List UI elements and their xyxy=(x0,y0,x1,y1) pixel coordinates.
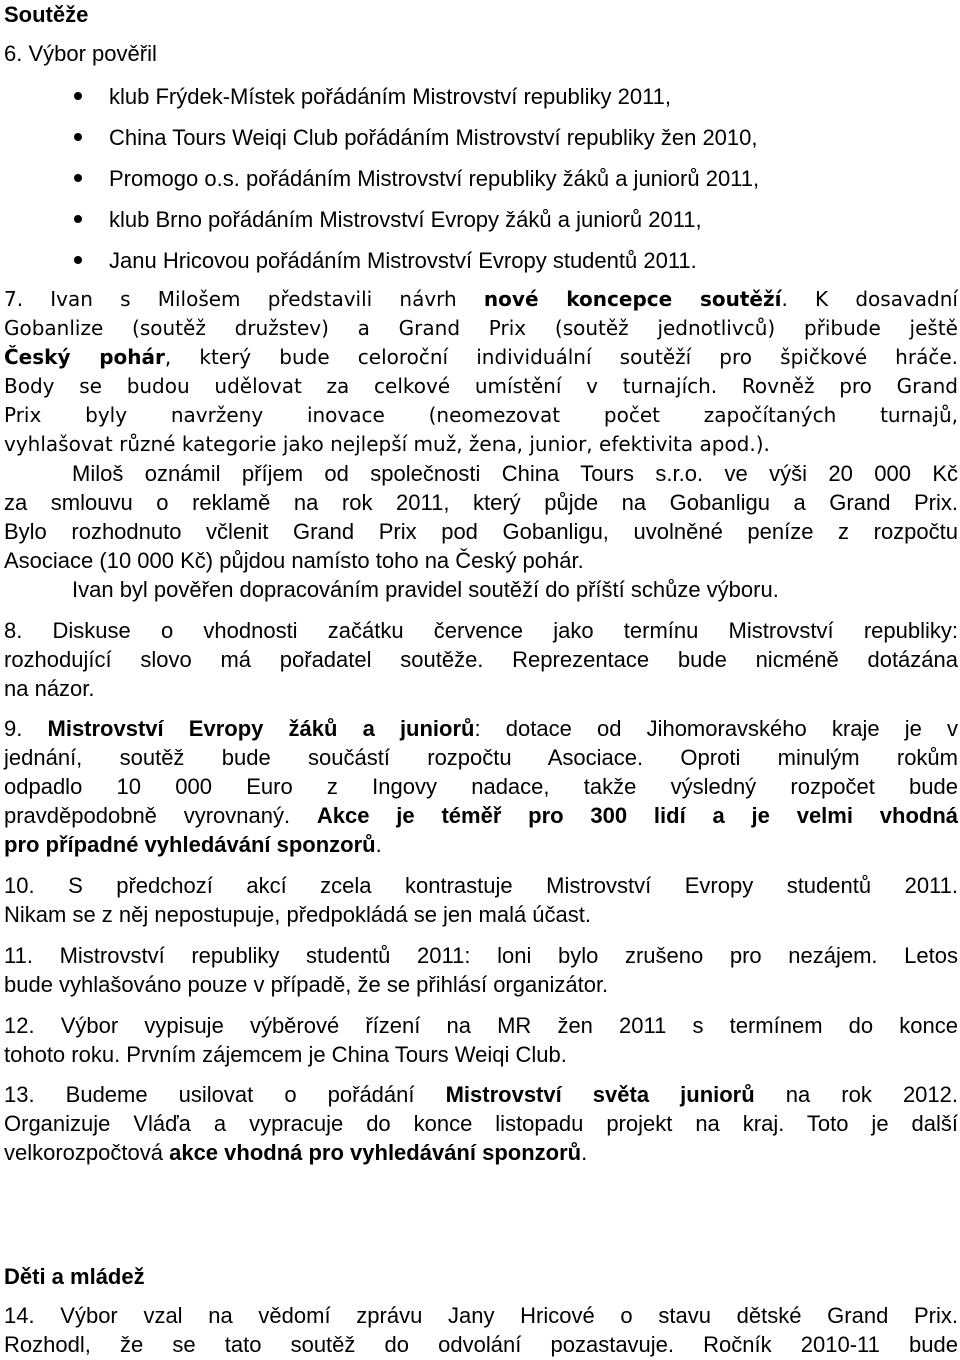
paragraph-line: pro případné vyhledávání sponzorů. xyxy=(4,832,382,857)
list-item: Janu Hricovou pořádáním Mistrovství Evropy studentů 2011. xyxy=(109,248,697,273)
paragraph-line: 12. Výbor vypisuje výběrové řízení na MR žen 2011 s termínem do konce xyxy=(4,1013,958,1038)
bullet-icon xyxy=(74,215,82,223)
paragraph-line: vyhlašovat různé kategorie jako nejlepší muž, žena, junior, efektivita apod.). xyxy=(4,432,770,456)
paragraph-line: 14. Výbor vzal na vědomí zprávu Jany Hricové o stavu dětské Grand Prix. xyxy=(4,1303,958,1328)
paragraph-line: odpadlo 10 000 Euro z Ingovy nadace, takže výsledný rozpočet bude xyxy=(4,774,958,799)
paragraph-line: 13. Budeme usilovat o pořádání Mistrovství světa juniorů na rok 2012. xyxy=(4,1082,958,1107)
paragraph-line: velkorozpočtová akce vhodná pro vyhledávání sponzorů. xyxy=(4,1140,588,1165)
paragraph-line: Prix byly navrženy inovace (neomezovat počet započítaných turnajů, xyxy=(4,403,958,427)
paragraph-line: Ivan byl pověřen dopracováním pravidel soutěží do příští schůze výboru. xyxy=(72,577,779,602)
paragraph-line: Rozhodl, že se tato soutěž do odvolání pozastavuje. Ročník 2010-11 bude xyxy=(4,1332,958,1357)
bullet-icon xyxy=(74,92,82,100)
list-item: klub Brno pořádáním Mistrovství Evropy žáků a juniorů 2011, xyxy=(109,207,702,232)
paragraph-line: za smlouvu o reklamě na rok 2011, který půjde na Gobanligu a Grand Prix. xyxy=(4,490,958,515)
paragraph-line: Organizuje Vláďa a vypracuje do konce listopadu projekt na kraj. Toto je další xyxy=(4,1111,958,1136)
paragraph-line: Body se budou udělovat za celkové umístění v turnajích. Rovněž pro Grand xyxy=(4,374,958,398)
paragraph-line: rozhodující slovo má pořadatel soutěže. Reprezentace bude nicméně dotázána xyxy=(4,647,958,672)
paragraph-line: bude vyhlašováno pouze v případě, že se přihlásí organizátor. xyxy=(4,972,609,997)
section-title-deti-a-mladez: Děti a mládež xyxy=(4,1264,145,1289)
bullet-icon xyxy=(74,174,82,182)
paragraph-line: Asociace (10 000 Kč) půjdou namísto toho na Český pohár. xyxy=(4,548,584,573)
paragraph-line: 8. Diskuse o vhodnosti začátku července jako termínu Mistrovství republiky: xyxy=(4,618,958,643)
bullet-icon xyxy=(74,133,82,141)
paragraph-line: Bylo rozhodnuto včlenit Grand Prix pod Gobanligu, uvolněné peníze z rozpočtu xyxy=(4,519,958,544)
list-item: klub Frýdek-Místek pořádáním Mistrovství republiky 2011, xyxy=(109,84,672,109)
list-item: China Tours Weiqi Club pořádáním Mistrovství republiky žen 2010, xyxy=(109,125,758,150)
item-6-intro: 6. Výbor pověřil xyxy=(4,41,157,66)
paragraph-line: Miloš oznámil příjem od společnosti China Tours s.r.o. ve výši 20 000 Kč xyxy=(72,461,958,486)
paragraph-line: 10. S předchozí akcí zcela kontrastuje Mistrovství Evropy studentů 2011. xyxy=(4,873,958,898)
paragraph-line: pravděpodobně vyrovnaný. Akce je téměř pro 300 lidí a je velmi vhodná xyxy=(4,803,958,828)
paragraph-line: Český pohár, který bude celoroční individuální soutěží pro špičkové hráče. xyxy=(4,345,958,369)
paragraph-line: 9. Mistrovství Evropy žáků a juniorů: dotace od Jihomoravského kraje je v xyxy=(4,716,958,741)
paragraph-line: na názor. xyxy=(4,676,95,701)
paragraph-line: Gobanlize (soutěž družstev) a Grand Prix (soutěž jednotlivců) přibude ještě xyxy=(4,316,958,340)
paragraph-line: tohoto roku. Prvním zájemcem je China Tours Weiqi Club. xyxy=(4,1042,567,1067)
paragraph-line: 11. Mistrovství republiky studentů 2011: loni bylo zrušeno pro nezájem. Letos xyxy=(4,943,958,968)
paragraph-line: Nikam se z něj nepostupuje, předpokládá se jen malá účast. xyxy=(4,902,592,927)
list-item: Promogo o.s. pořádáním Mistrovství republiky žáků a juniorů 2011, xyxy=(109,166,760,191)
paragraph-line: 7. Ivan s Milošem představili návrh nové koncepce soutěží. K dosavadní xyxy=(4,287,958,311)
section-title-soutez: Soutěže xyxy=(4,2,89,27)
bullet-icon xyxy=(74,256,82,264)
paragraph-line: jednání, soutěž bude součástí rozpočtu Asociace. Oproti minulým rokům xyxy=(4,745,958,770)
